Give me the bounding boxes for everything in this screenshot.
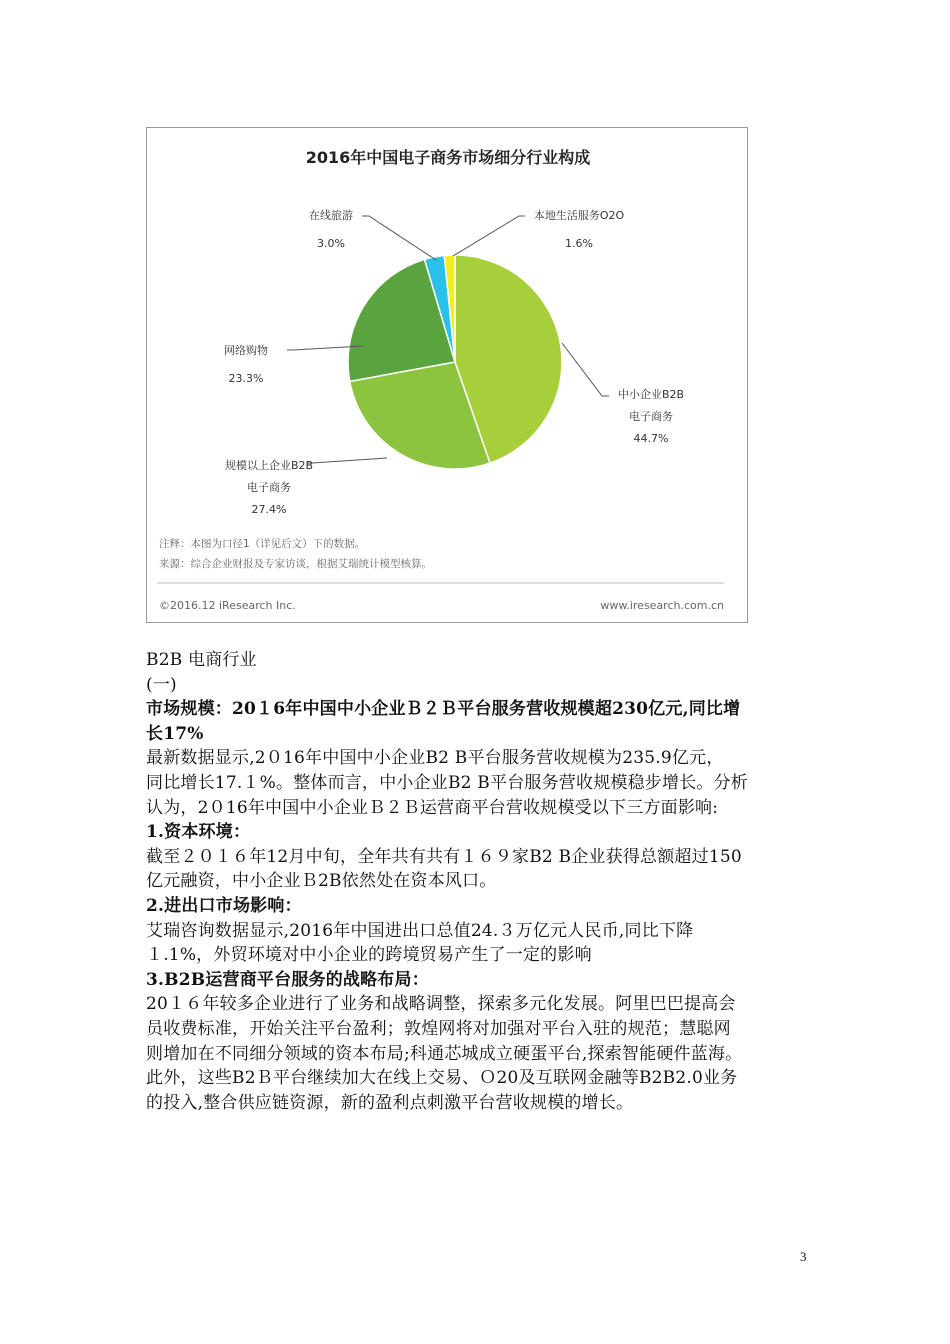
slice-percent-label: 1.6% xyxy=(565,237,593,250)
leader-line xyxy=(562,343,609,396)
chart-copyright: ©2016.12 iResearch Inc. xyxy=(159,599,296,612)
chart-source: 来源：综合企业财报及专家访谈，根据艾瑞统计模型核算。 xyxy=(159,558,432,570)
slice-percent-label: 27.4% xyxy=(251,503,287,516)
slice-name-label: 电子商务 xyxy=(629,410,673,423)
slice-name-label: 电子商务 xyxy=(247,481,291,494)
paragraph-line: 艾瑞咨询数据显示,2016年中国进出口总值24.３万亿元人民币,同比下降 xyxy=(146,920,694,941)
slice-percent-label: 23.3% xyxy=(228,372,264,385)
heading-import-export: 2.进出口市场影响： xyxy=(146,895,302,916)
paragraph-line: 同比增长17.１%。整体而言，中小企业B2 B平台服务营收规模稳步增长。分析 xyxy=(146,772,748,793)
paragraph-line: 此外，这些B2Ｂ平台继续加大在线上交易、Ｏ20及互联网金融等B2B2.0业务 xyxy=(146,1068,738,1089)
slice-percent-label: 44.7% xyxy=(633,432,669,445)
paragraph-line: 的投入,整合供应链资源，新的盈利点刺激平台营收规模的增长。 xyxy=(146,1092,634,1113)
chart-title: 2016年中国电子商务市场细分行业构成 xyxy=(305,148,591,167)
page-number: 3 xyxy=(800,1249,807,1264)
pie-chart xyxy=(147,128,749,624)
paragraph-line: 员收费标准，开始关注平台盈利；敦煌网将对加强对平台入驻的规范；慧聪网 xyxy=(146,1018,731,1039)
slice-name-label: 本地生活服务O2O xyxy=(533,209,625,222)
paragraph-line: 截至２０１６年12月中旬，全年共有共有１６９家B2 B企业获得总额超过150 xyxy=(146,846,742,867)
section-title: B2B 电商行业 xyxy=(146,650,257,670)
slice-name-label: 规模以上企业B2B xyxy=(224,459,314,472)
paragraph-line: 则增加在不同细分领域的资本布局;科通芯城成立硬蛋平台,探索智能硬件蓝海。 xyxy=(146,1043,743,1064)
heading-strategy: 3.B2B运营商平台服务的战略布局： xyxy=(146,969,429,990)
paragraph-line: 亿元融资，中小企业Ｂ2B依然处在资本风口。 xyxy=(146,871,497,892)
leader-line xyxy=(362,216,436,260)
slice-name-label: 网络购物 xyxy=(224,344,268,357)
slice-percent-label: 3.0% xyxy=(317,237,345,250)
slice-name-label: 在线旅游 xyxy=(309,209,353,222)
slice-name-label: 中小企业B2B xyxy=(617,388,685,401)
paragraph-line: 最新数据显示,2０16年中国中小企业B2 B平台服务营收规模为235.9亿元， xyxy=(146,748,724,769)
heading-market-size: 市场规模：20１6年中国中小企业Ｂ２Ｂ平台服务营收规模超230亿元,同比增 xyxy=(146,699,741,720)
pie-chart-figure xyxy=(146,127,748,623)
document-body xyxy=(146,648,816,1115)
leader-line xyxy=(453,216,525,256)
paragraph-line: １.1%，外贸环境对中小企业的跨境贸易产生了一定的影响 xyxy=(146,945,592,966)
paragraph-line: 认为，2０16年中国中小企业Ｂ２Ｂ运营商平台营收规模受以下三方面影响: xyxy=(146,797,719,818)
leader-line xyxy=(307,458,387,463)
heading-capital: 1.资本环境： xyxy=(146,822,251,843)
paragraph-line: 20１６年较多企业进行了业务和战略调整，探索多元化发展。阿里巴巴提高会 xyxy=(146,994,736,1015)
chart-note: 注释：本图为口径1（详见后文）下的数据。 xyxy=(159,538,366,550)
heading-market-size-cont: 长17% xyxy=(146,723,204,744)
sub-number: (一) xyxy=(146,674,177,695)
chart-website: www.iresearch.com.cn xyxy=(600,599,724,612)
